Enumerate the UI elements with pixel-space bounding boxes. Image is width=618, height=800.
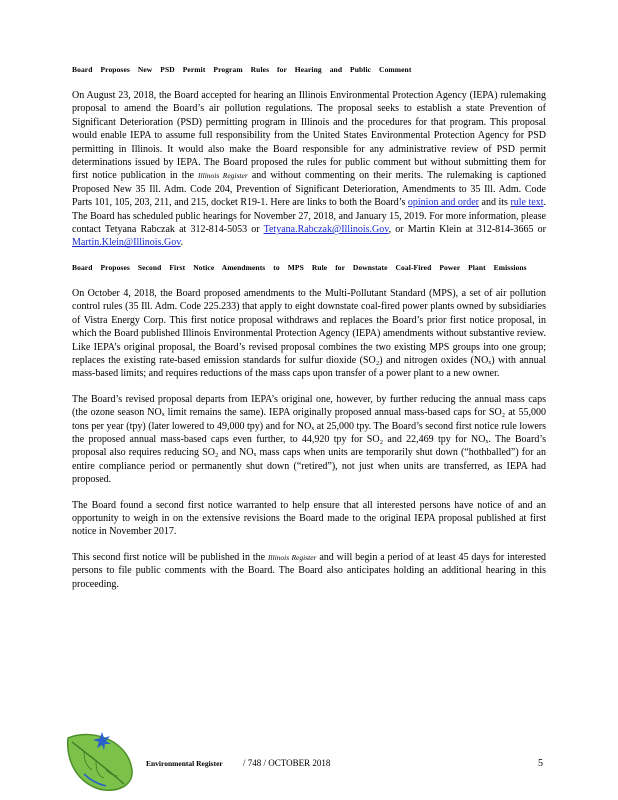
article2-p4-text-b: and will begin a period of at least 45 days for interested persons to file public comments with the Board. The Board also anticipates holding an additional hearing in this proceeding. — [72, 551, 547, 590]
article1-text-3: and its — [479, 197, 511, 209]
leaf-logo-icon — [62, 730, 138, 794]
klein-email-link[interactable]: Martin.Klein@Illinois.Gov — [72, 237, 181, 249]
newsletter-page — [72, 64, 546, 603]
article1-text-1: On August 23, 2018, the Board accepted for hearing an Illinois Environmental Protection Agency (IEPA) rulemaking proposal to amend the Board’s air pollution regulations. The proposal seeks to establish a state Prevention of Significant Deterioration (PSD) permitting program in Illinois and the procedures for that program. This proposal would enable IEPA to assume full responsibility from the United States Environmental Protection Agency for PSD permitting in Illinois. It would also make the Board responsible for any administrative review of PSD permit determinations issued by IEPA. The Board proposed the rules for public comment but without submitting them for first notice publication in the — [72, 90, 546, 182]
page-number: 5 — [538, 758, 543, 769]
page-footer — [0, 724, 618, 800]
footer-issue: / 748 / OCTOBER 2018 — [242, 758, 331, 768]
article1-body — [72, 89, 546, 250]
article1-italic-register: Illinois Register — [198, 171, 248, 181]
article1-heading: Board Proposes New PSD Permit Program Rules for Hearing and Public Comment — [72, 65, 412, 74]
rabczak-email-link[interactable]: Tetyana.Rabczak@Illinois.Gov — [263, 224, 389, 236]
article2-heading: Board Proposes Second First Notice Amendments to MPS Rule for Downstate Coal-Fired Power Plant Emissions — [72, 262, 527, 272]
article2-italic-register: Illinois Register — [267, 552, 317, 562]
article2-paragraph-1: On October 4, 2018, the Board proposed amendments to the Multi-Pollutant Standard (MPS), a set of air pollution control rules (35 Ill. Adm. Code 225.233) that apply to eight downstate coal-fired power plants owned by subsidiaries of Vistra Energy Corp. This first notice proposal withdraws and replaces the Board’s prior first notice proposal, in which the Board published Illinois Environmental Protection Agency (IEPA) amendments without substantive review. Like IEPA’s original proposal, the Board’s revised proposal combines the two existing MPS groups into one group; replaces the existing rate-based emission standards for sulfur dioxide (SO₂) and nitrogen oxides (NOₓ) with annual mass-based limits; and requires reductions of the mass caps upon transfer of a power plant to a new owner. — [72, 287, 546, 380]
article2-paragraph-3: The Board found a second first notice warranted to help ensure that all interested persons have notice of and an opportunity to weigh in on the extensive revisions the Board made to the original IEPA proposal published at first notice in November 2017. — [72, 499, 546, 538]
footer-publication-line — [146, 758, 330, 768]
article2-paragraph-4 — [72, 551, 546, 591]
article1-text-6: . — [180, 237, 184, 249]
article1-text-4: . The Board has scheduled public hearings for November 27, 2018, and January 15, 2019. For more information, please contact Tetyana Rabczak at 312-814-5053 or — [72, 197, 547, 236]
article2-paragraph-2: The Board’s revised proposal departs from IEPA’s original one, however, by further reducing the annual mass caps (the ozone season NOₓ limit remains the same). IEPA originally proposed annual mass-based caps for SO₂ at 55,000 tons per year (tpy) (later lowered to 49,000 tpy) and for NOₓ at 25,000 tpy. The Board’s second first notice rule lowers the proposed annual mass-based caps even further, to 44,920 tpy for SO₂ and 22,469 tpy for NOₓ. The Board’s proposal also requires reducing SO₂ and NOₓ mass caps when units are temporarily shut down (“hothballed”) for an entire compliance period or permanently shut down (“retired”), not just when units are transferred, as IEPA had proposed. — [72, 393, 546, 486]
article1-text-2: and without commenting on their merits. The rulemaking is captioned Proposed New 35 Ill. Adm. Code 204, Prevention of Significant Deterioration, Amendments to 35 Ill. Adm. Code Parts 101, 105, 203, 211, and 215, docket R19-1. Here are links to both the Board’s — [72, 170, 546, 209]
rule-text-link[interactable]: rule text — [510, 197, 544, 209]
article1-text-5: , or Martin Klein at 312-814-3665 or — [388, 224, 546, 236]
footer-publication: Environmental Register — [146, 759, 223, 768]
article2-p4-text-a: This second first notice will be published in the — [72, 551, 268, 563]
opinion-and-order-link[interactable]: opinion and order — [407, 197, 480, 209]
